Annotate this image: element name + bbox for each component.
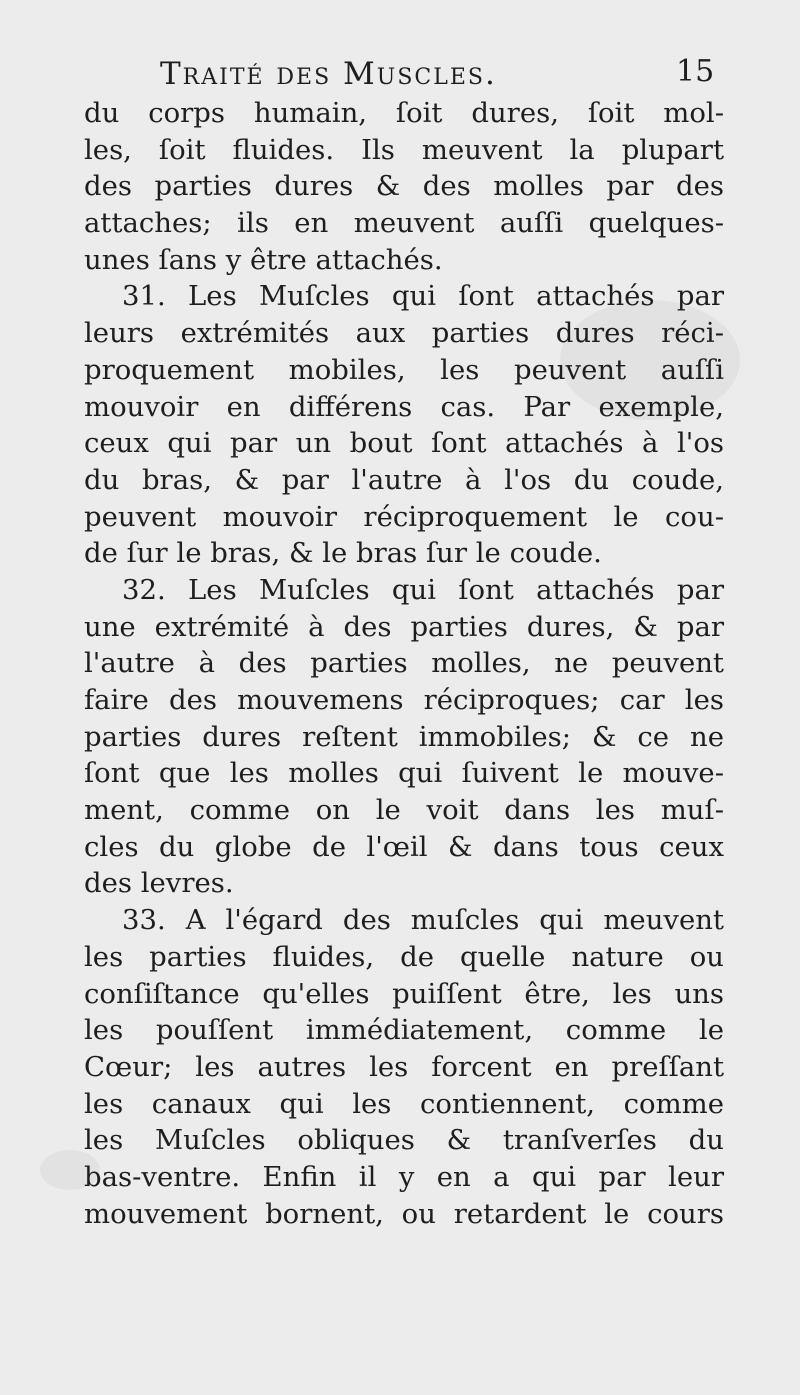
text-line: mouvoir en différens cas. Par exemple, xyxy=(84,390,724,423)
text-line: ſont que les molles qui ſuivent le mouve- xyxy=(84,757,724,790)
text-line: ceux qui par un bout ſont attachés à l'os xyxy=(84,427,724,460)
text-line: conſiſtance qu'elles puiſſent être, les uns xyxy=(84,977,724,1010)
text-line: de ſur le bras, & le bras ſur le coude. xyxy=(84,537,602,570)
text-line: les pouſſent immédiatement, comme le xyxy=(84,1014,724,1047)
body-text xyxy=(84,95,724,1232)
text-line: les parties fluides, de quelle nature ou xyxy=(84,940,724,973)
text-line: les, ſoit fluides. Ils meuvent la plupart xyxy=(84,133,724,166)
text-line: faire des mouvemens réciproques; car les xyxy=(84,684,724,716)
text-line: une extrémité à des parties dures, & par xyxy=(84,610,724,643)
text-line: des levres. xyxy=(84,867,234,900)
text-line: 31. Les Muſcles qui ſont attachés par xyxy=(122,280,724,313)
text-line: du bras, & par l'autre à l'os du coude, xyxy=(84,463,724,496)
text-line: l'autre à des parties molles, ne peuvent xyxy=(84,647,724,680)
text-line: du corps humain, ſoit dures, ſoit mol- xyxy=(84,97,724,129)
running-title: Traité des Muscles. xyxy=(160,56,497,92)
page-number: 15 xyxy=(676,54,715,89)
page-header xyxy=(0,52,800,96)
text-line: 32. Les Muſcles qui ſont attachés par xyxy=(122,573,724,606)
text-line: cles du globe de l'œil & dans tous ceux xyxy=(84,830,724,863)
text-line: des parties dures & des molles par des xyxy=(84,170,724,203)
text-line: mouvement bornent, ou retardent le cours xyxy=(84,1197,724,1230)
text-line: peuvent mouvoir réciproquement le cou- xyxy=(84,500,724,533)
text-line: les canaux qui les contiennent, comme xyxy=(84,1087,724,1120)
text-line: ment, comme on le voit dans les muſ- xyxy=(84,794,724,827)
text-line: les Muſcles obliques & tranſverſes du xyxy=(84,1124,724,1157)
text-line: bas-ventre. Enfin il y en a qui par leur xyxy=(84,1160,724,1193)
text-line: proquement mobiles, les peuvent auſſi xyxy=(84,353,724,386)
text-line: attaches; ils en meuvent auſſi quelques- xyxy=(84,207,724,240)
text-line: Cœur; les autres les forcent en preſſant xyxy=(84,1050,724,1083)
text-line: unes ſans y être attachés. xyxy=(84,243,443,276)
text-line: leurs extrémités aux parties dures réci- xyxy=(84,317,724,350)
text-line: parties dures reſtent immobiles; & ce ne xyxy=(84,720,724,753)
text-line: 33. A l'égard des muſcles qui meuvent xyxy=(122,904,724,937)
